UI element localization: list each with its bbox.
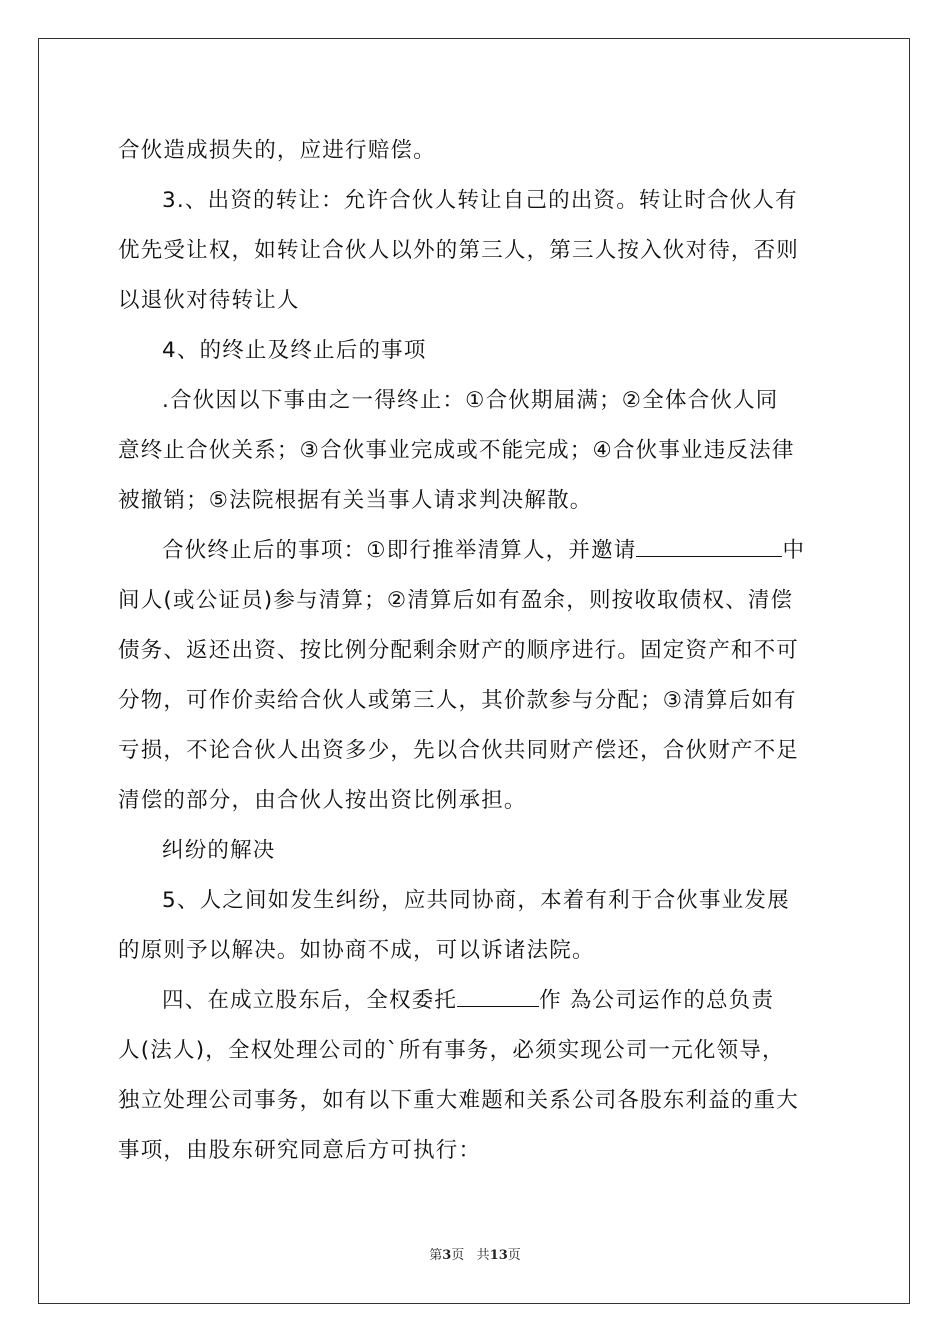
paragraph-line: 间人(或公证员)参与清算；②清算后如有盈余，则按收取债权、清偿 — [118, 588, 794, 613]
text-segment: 四、在成立股东后，全权委托 — [162, 988, 458, 1013]
paragraph-line: 清偿的部分，由合伙人按出资比例承担。 — [118, 788, 527, 813]
paragraph-line — [118, 526, 834, 576]
page-footer — [0, 1244, 950, 1263]
total-prefix: 共 — [476, 1248, 490, 1263]
text-segment: 中 — [782, 538, 806, 563]
text-segment: 作 為公司运作的总负责 — [539, 988, 775, 1013]
paragraph-line: 分物，可作价卖给合伙人或第三人，其价款参与分配；③清算后如有 — [118, 688, 797, 713]
page-number: 3 — [442, 1248, 452, 1263]
paragraph-line: 4、的终止及终止后的事项 — [162, 338, 427, 363]
paragraph-line: 3.、出资的转让：允许合伙人转让自己的出资。转让时合伙人有 — [162, 188, 798, 213]
paragraph-line: 意终止合伙关系；③合伙事业完成或不能完成；④合伙事业违反法律 — [118, 438, 795, 463]
paragraph-line: 纠纷的解决 — [162, 838, 276, 863]
paragraph-line: 优先受让权，如转让合伙人以外的第三人，第三人按入伙对待，否则 — [118, 238, 800, 263]
document-body — [118, 126, 834, 1176]
paragraph-line — [118, 976, 834, 1026]
paragraph-line: 的原则予以解决。如协商不成，可以诉诸法院。 — [118, 938, 595, 963]
paragraph-line: 亏损，不论合伙人出资多少，先以合伙共同财产偿还，合伙财产不足 — [118, 738, 800, 763]
paragraph-line: .合伙因以下事由之一得终止：①合伙期届满；②全体合伙人同 — [162, 388, 779, 413]
paragraph-line: 债务、返还出资、按比例分配剩余财产的顺序进行。固定资产和不可 — [118, 638, 800, 663]
page-suffix: 页 — [451, 1248, 465, 1263]
text-segment: 合伙终止后的事项：①即行推举清算人，并邀请 — [162, 538, 637, 563]
paragraph-line: 人(法人)，全权处理公司的`所有事务，必须实现公司一元化领导， — [118, 1038, 785, 1063]
total-suffix: 页 — [507, 1248, 521, 1263]
paragraph-line: 合伙造成损失的，应进行赔偿。 — [118, 138, 436, 163]
fill-in-blank — [457, 988, 539, 1007]
paragraph-line: 以退伙对待转让人 — [118, 288, 300, 313]
paragraph-line: 被撤销；⑤法院根据有关当事人请求判决解散。 — [118, 488, 593, 513]
paragraph-line: 独立处理公司事务，如有以下重大难题和关系公司各股东利益的重大 — [118, 1088, 800, 1113]
page-prefix: 第 — [429, 1248, 443, 1263]
paragraph-line: 5、人之间如发生纠纷，应共同协商，本着有利于合伙事业发展 — [162, 888, 790, 913]
fill-in-blank — [636, 538, 782, 557]
paragraph-line: 事项，由股东研究同意后方可执行： — [118, 1138, 482, 1163]
total-pages: 13 — [489, 1248, 508, 1263]
